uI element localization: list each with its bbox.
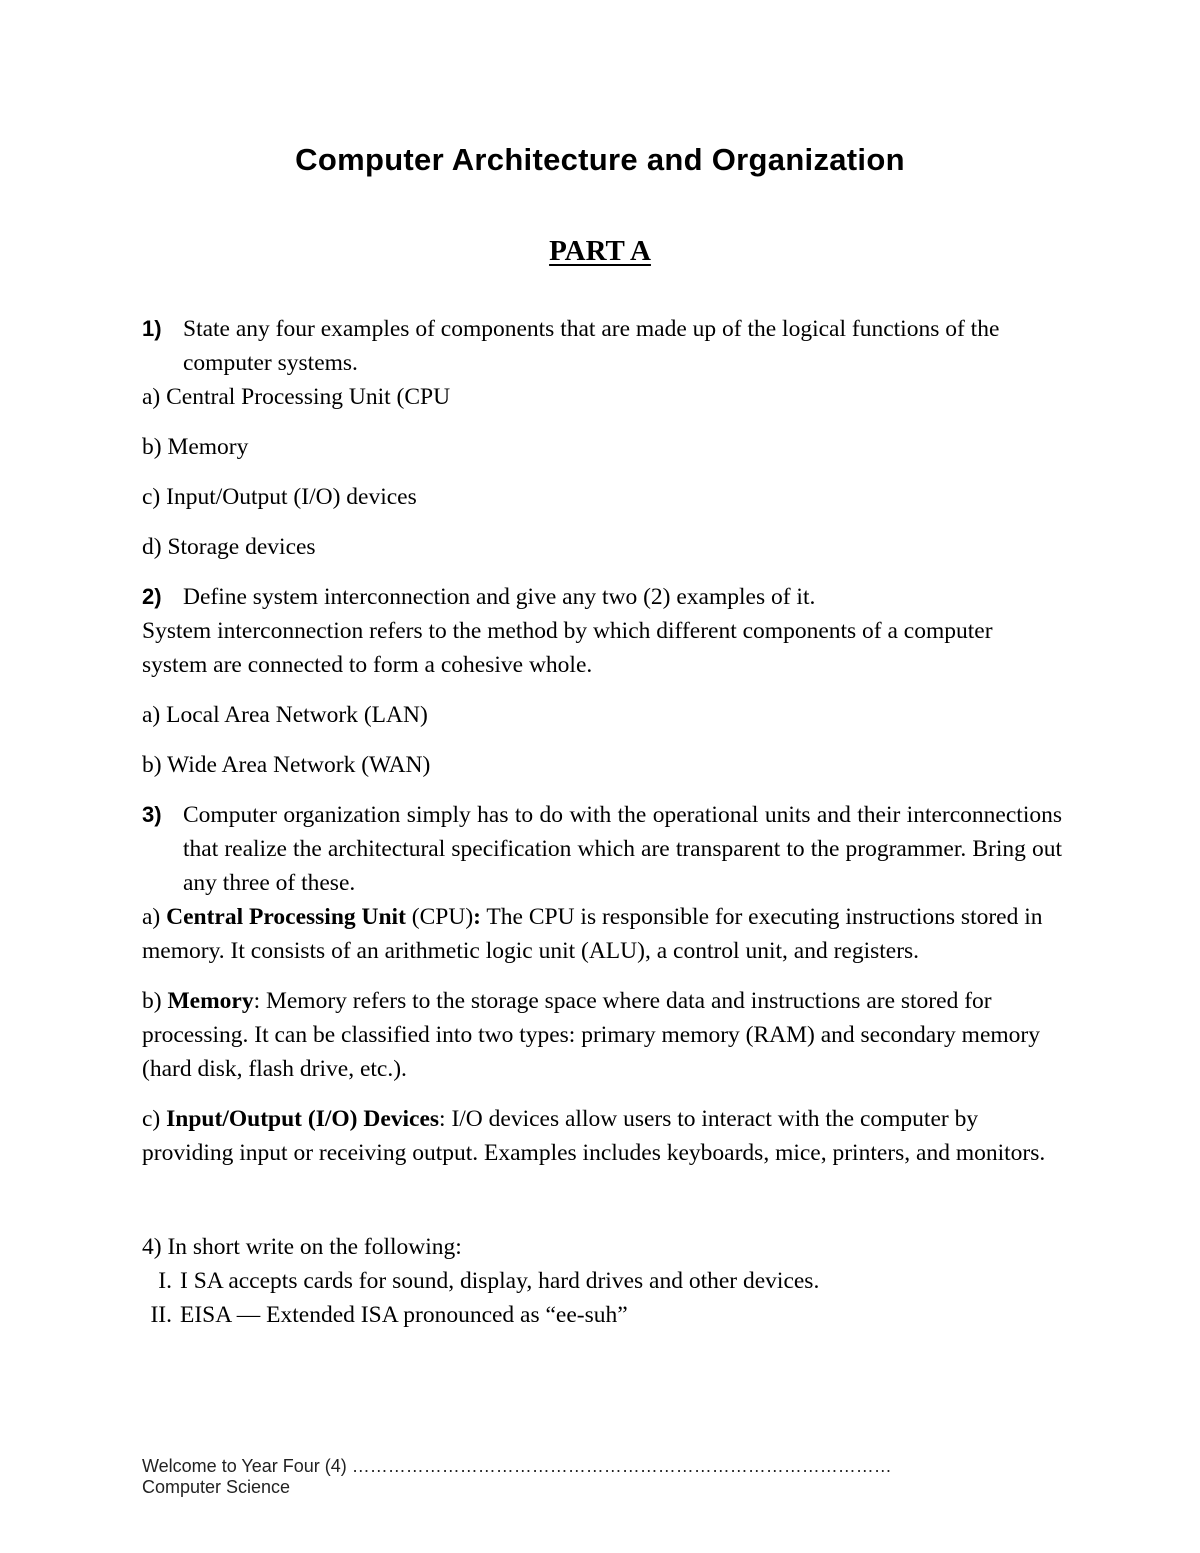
question-number: 2) <box>142 584 162 609</box>
roman-numeral: I. <box>158 1268 172 1294</box>
answer-item-memory <box>142 984 1062 1086</box>
answer-body: The CPU is responsible for executing instructions stored in memory. It consists of an arithmetic logic unit (ALU), a control unit, and registers. <box>142 904 1043 964</box>
answer-term: Memory <box>167 988 254 1014</box>
answer-term: Devices <box>363 1106 440 1132</box>
question-4: 4) In short write on the following: <box>142 1234 462 1260</box>
answer-term-plain: (I/O) <box>302 1106 364 1132</box>
answer-term-plain: (CPU) <box>405 904 474 930</box>
question-3 <box>142 798 1062 900</box>
document-content <box>142 312 1062 1332</box>
question-2 <box>142 580 1062 614</box>
answer-body: Memory refers to the storage space where data and instructions are stored for processing. It can be classified into two types: primary memory (RAM) and secondary memory (hard disk, flash drive, etc.). <box>142 988 1040 1082</box>
answer-item-cpu <box>142 900 1062 968</box>
document-title: Computer Architecture and Organization <box>295 142 905 177</box>
answer-colon: : <box>439 1106 446 1132</box>
question-text: Computer organization simply has to do with the operational units and their interconnections that realize the architectural specification which are transparent to the programmer. Bring out any three of these. <box>183 802 1062 896</box>
question-1 <box>142 312 1062 380</box>
roman-item-text: I SA accepts cards for sound, display, hard drives and other devices. <box>180 1268 820 1294</box>
page-footer: Welcome to Year Four (4) ……………………………………………………………………………… Computer Science <box>142 1456 892 1497</box>
question-number: 1) <box>142 316 162 341</box>
question-text: State any four examples of components that are made up of the logical functions of the computer systems. <box>183 316 1000 376</box>
answer-prefix: b) <box>142 988 168 1014</box>
answer-item: a) Central Processing Unit (CPU <box>142 384 451 410</box>
question-text: Define system interconnection and give any two (2) examples of it. <box>183 584 816 610</box>
answer-item: b) Wide Area Network (WAN) <box>142 752 431 778</box>
answer-item: a) Local Area Network (LAN) <box>142 702 428 728</box>
roman-list-item <box>142 1298 1062 1332</box>
answer-item: d) Storage devices <box>142 534 316 560</box>
answer-body: I/O devices allow users to interact with the computer by providing input or receiving output. Examples includes keyboards, mice, printers, and monitors. <box>142 1106 1046 1166</box>
roman-numeral: II. <box>150 1302 172 1328</box>
answer-definition: System interconnection refers to the method by which different components of a computer system are connected to form a cohesive whole. <box>142 618 993 678</box>
roman-item-text: EISA — Extended ISA pronounced as “ee-suh” <box>180 1302 628 1328</box>
answer-prefix: a) <box>142 904 167 930</box>
answer-item: b) Memory <box>142 434 249 460</box>
answer-colon: : <box>253 988 261 1014</box>
answer-item: c) Input/Output (I/O) devices <box>142 484 417 510</box>
answer-term: Central Processing Unit <box>166 904 406 930</box>
roman-list-item <box>142 1264 1062 1298</box>
answer-prefix: c) <box>142 1106 167 1132</box>
answer-item-io <box>142 1102 1062 1170</box>
question-number: 3) <box>142 802 162 827</box>
answer-term: Input/Output <box>166 1106 302 1132</box>
answer-colon: : <box>473 904 481 930</box>
part-heading: PART A <box>549 235 651 267</box>
